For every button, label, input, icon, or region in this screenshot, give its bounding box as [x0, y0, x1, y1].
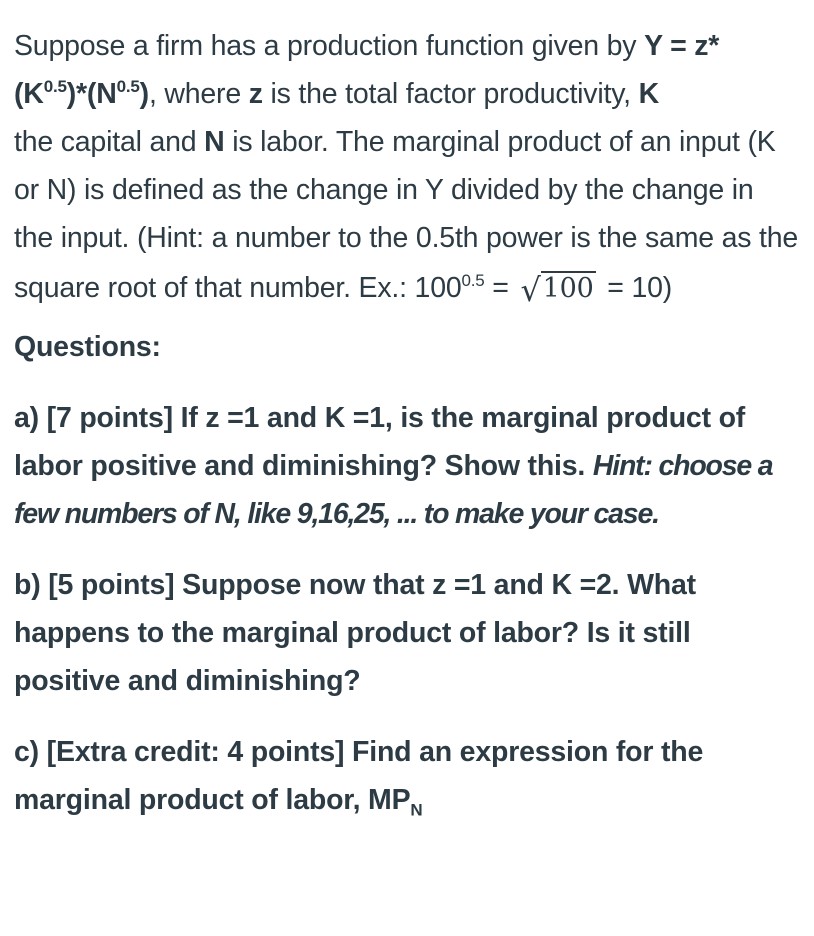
radical-sign: √ [520, 271, 541, 309]
question-a: a) [7 points] If z =1 and K =1, is the marginal product of labor positive and diminishing? Show this. Hint: choose a few numbers of N, like 9,16,25, ... to make your case. [14, 402, 773, 530]
problem-intro: Suppose a firm has a production function given by Y = z* $(K^{0.5})*(N^{0.5})$, where z is the total factor productivity, K the capital and N is labor. The marginal product of an input (K or N) is defined as the change in Y divided by the change in the input. (Hint: a number to the 0.5th power is the same as the square root of that number. Ex.: $100^{0.5} = √100 = 10$) [14, 22, 800, 313]
k-variable: K [638, 78, 659, 110]
question-c: c) [Extra credit: 4 points] Find an expression for the marginal product of labor, $MP_N$ [14, 736, 704, 820]
square-root-expression [520, 262, 595, 313]
questions-heading: Questions: [14, 331, 161, 363]
labor-exponent: 0.5 [116, 76, 140, 96]
question-a-hint: Hint: choose a few numbers of N, like 9,16,25, ... to make your case. [14, 450, 773, 530]
n-variable: N [204, 126, 225, 158]
z-variable: z [248, 78, 263, 110]
radicand: 100 [542, 273, 594, 304]
question-b: b) [5 points] Suppose now that z =1 and K =2. What happens to the marginal product of labor? Is it still positive and diminishing? [14, 569, 696, 697]
production-function-terms: $(K^{0.5})*(N^{0.5})$ [14, 76, 149, 110]
mp-subscript: N [410, 800, 423, 820]
capital-exponent: 0.5 [43, 76, 67, 96]
production-function-start: Y = z* [644, 30, 720, 62]
example-exponent: 0.5 [461, 270, 485, 290]
intro-text-5: is labor. The marginal product of an input (K or N) is defined as the change in Y divided by the change in the input. (Hint: a number to the 0.5th power is the same as the square root of that number. Ex.: 100 [14, 126, 799, 304]
intro-text-1: Suppose a firm has a production function given by [14, 30, 645, 62]
